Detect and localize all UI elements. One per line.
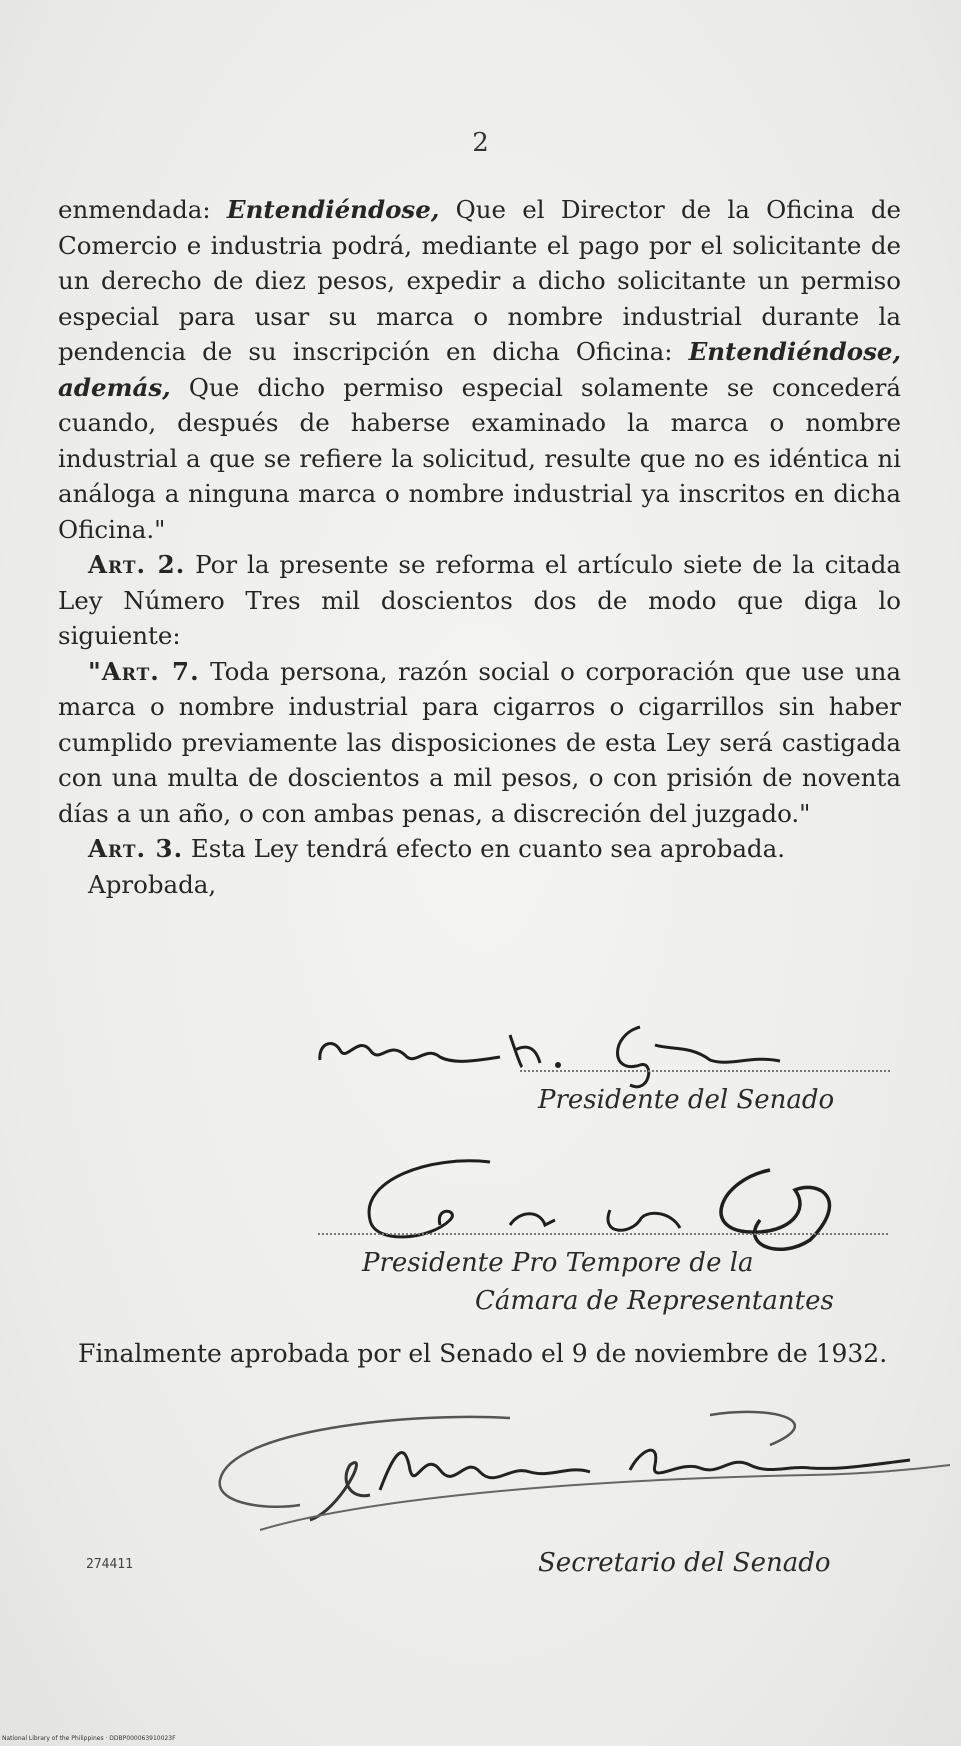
text-run: enmendada: xyxy=(58,195,227,224)
article-text: Toda persona, razón social o corporación que use una marca o nombre industrial para cigarros o cigarrillos sin haber cumplido previamente las disposiciones de esta Ley será castigada con una multa de doscientos a mil pesos, o con prisión de noventa días a un año, o con ambas penas, a discreción del juzgado." xyxy=(58,656,901,828)
final-approval-text: Finalmente aprobada por el Senado el 9 de noviembre de 1932. xyxy=(78,1339,888,1368)
document-body xyxy=(58,192,901,902)
page-number: 2 xyxy=(472,128,489,158)
article-label: Art. 3. xyxy=(88,834,184,863)
article-text: Por la presente se reforma el artículo siete de la citada Ley Número Tres mil doscientos dos de modo que diga lo siguiente: xyxy=(58,550,901,650)
signature-line xyxy=(318,1233,888,1235)
signature-line xyxy=(520,1070,890,1072)
article-label: "Art. 7. xyxy=(88,656,200,686)
italic-proviso: Entendiéndose, xyxy=(226,195,440,224)
paragraph-art-2 xyxy=(58,547,901,654)
paragraph-art-7 xyxy=(58,654,901,832)
house-president-title-line-1: Presidente Pro Tempore de la xyxy=(362,1248,754,1278)
document-code: 274411 xyxy=(86,1557,133,1572)
senate-president-signature xyxy=(310,1005,870,1095)
article-label: Art. 2. xyxy=(88,550,186,579)
italic-proviso-2: Entendiéndose, además, xyxy=(58,337,901,402)
footer-text: National Library of the Philippines · DDBP000063910023F xyxy=(2,1735,176,1742)
house-president-title-line-2: Cámara de Representantes xyxy=(475,1286,834,1316)
house-president-signature xyxy=(340,1150,880,1260)
secretary-title: Secretario del Senado xyxy=(538,1548,831,1578)
paragraph-art-3 xyxy=(58,831,901,867)
text-run: Que dicho permiso especial solamente se concederá cuando, después de haberse examinado la marca o nombre industrial a que se refiere la solicitud, resulte que no es idéntica ni análoga a ninguna marca o nombre industrial ya inscritos en dicha Oficina." xyxy=(58,372,901,544)
secretary-signature xyxy=(210,1410,960,1560)
approved-label: Aprobada, xyxy=(88,869,217,899)
article-text: Esta Ley tendrá efecto en cuanto sea aprobada. xyxy=(183,834,786,863)
text-run: Que el Director de la Oficina de Comercio e industria podrá, mediante el pago por el solicitante de un derecho de diez pesos, expedir a dicho solicitante un permiso especial para usar su marca o nombre industrial durante la pendencia de su inscripción en dicha Oficina: xyxy=(58,195,901,366)
senate-president-title: Presidente del Senado xyxy=(538,1085,835,1115)
paragraph-continuation xyxy=(58,192,901,547)
